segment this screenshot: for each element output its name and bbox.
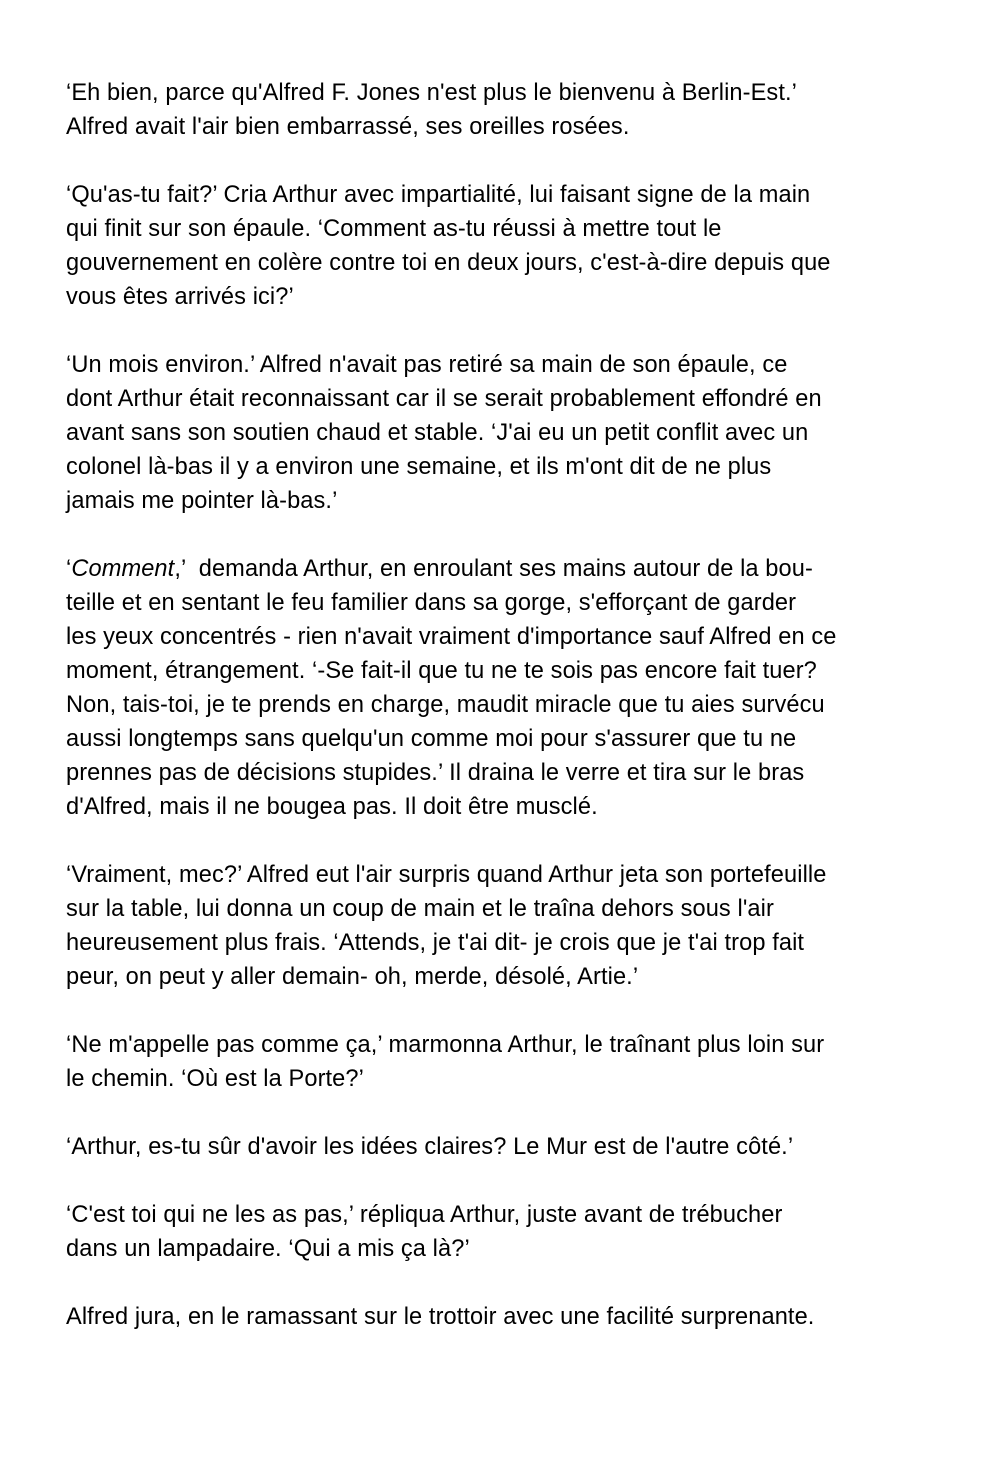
paragraph-5 [66,858,956,994]
text-line: dans un lampadaire. ‘Qui a mis ça là?’ [66,1236,470,1262]
text-line: sur la table, lui donna un coup de main et le traîna dehors sous l'air [66,896,774,922]
text-line: vous êtes arrivés ici?’ [66,284,294,310]
paragraph-1 [66,76,956,144]
text-line: gouvernement en colère contre toi en deux jours, c'est-à-dire depuis que [66,250,831,276]
text-line: ‘Vraiment, mec?’ Alfred eut l'air surpris quand Arthur jeta son portefeuille [66,862,827,888]
text-line: ‘C'est toi qui ne les as pas,’ répliqua Arthur, juste avant de trébucher [66,1202,783,1228]
text-line: Non, tais-toi, je te prends en charge, maudit miracle que tu aies survécu [66,692,825,718]
text-line: les yeux concentrés - rien n'avait vraiment d'importance sauf Alfred en ce [66,624,837,650]
text-line: ‘Arthur, es-tu sûr d'avoir les idées claires? Le Mur est de l'autre côté.’ [66,1134,794,1160]
document-page [66,76,956,1368]
text-line: ‘Qu'as-tu fait?’ Cria Arthur avec impartialité, lui faisant signe de la main [66,182,811,208]
text-line: teille et en sentant le feu familier dans sa gorge, s'efforçant de garder [66,590,797,616]
first-line-rest: ,’ demanda Arthur, en enroulant ses mains autour de la bou- [174,556,813,582]
text-line: ‘Un mois environ.’ Alfred n'avait pas retiré sa main de son épaule, ce [66,352,788,378]
text-line: Alfred avait l'air bien embarrassé, ses oreilles rosées. [66,114,630,140]
text-line: moment, étrangement. ‘-Se fait-il que tu ne te sois pas encore fait tuer? [66,658,817,684]
paragraph-6 [66,1028,956,1096]
text-line: jamais me pointer là-bas.’ [66,488,338,514]
paragraph-3 [66,348,956,518]
text-line: le chemin. ‘Où est la Porte?’ [66,1066,364,1092]
paragraph-8 [66,1198,956,1266]
text-line: dont Arthur était reconnaissant car il se serait probablement effondré en [66,386,822,412]
open-quote: ‘ [66,556,72,582]
text-line: heureusement plus frais. ‘Attends, je t'ai dit- je crois que je t'ai trop fait [66,930,805,956]
paragraph-7 [66,1130,956,1164]
italic-word: Comment [71,556,175,582]
text-line: ‘Ne m'appelle pas comme ça,’ marmonna Arthur, le traînant plus loin sur [66,1032,825,1058]
paragraph-9 [66,1300,956,1334]
text-line: d'Alfred, mais il ne bougea pas. Il doit être musclé. [66,794,598,820]
text-line: colonel là-bas il y a environ une semaine, et ils m'ont dit de ne plus [66,454,772,480]
text-line: peur, on peut y aller demain- oh, merde, désolé, Artie.’ [66,964,639,990]
text-line: qui finit sur son épaule. ‘Comment as-tu réussi à mettre tout le [66,216,722,242]
paragraph-2 [66,178,956,314]
text-line [66,552,956,586]
text-line: Alfred jura, en le ramassant sur le trottoir avec une facilité surprenante. [66,1304,815,1330]
paragraph-4 [66,552,956,824]
text-line: ‘Eh bien, parce qu'Alfred F. Jones n'est plus le bienvenu à Berlin-Est.’ [66,80,797,106]
text-line: aussi longtemps sans quelqu'un comme moi pour s'assurer que tu ne [66,726,797,752]
text-line: avant sans son soutien chaud et stable. ‘J'ai eu un petit conflit avec un [66,420,809,446]
text-line: prennes pas de décisions stupides.’ Il draina le verre et tira sur le bras [66,760,805,786]
